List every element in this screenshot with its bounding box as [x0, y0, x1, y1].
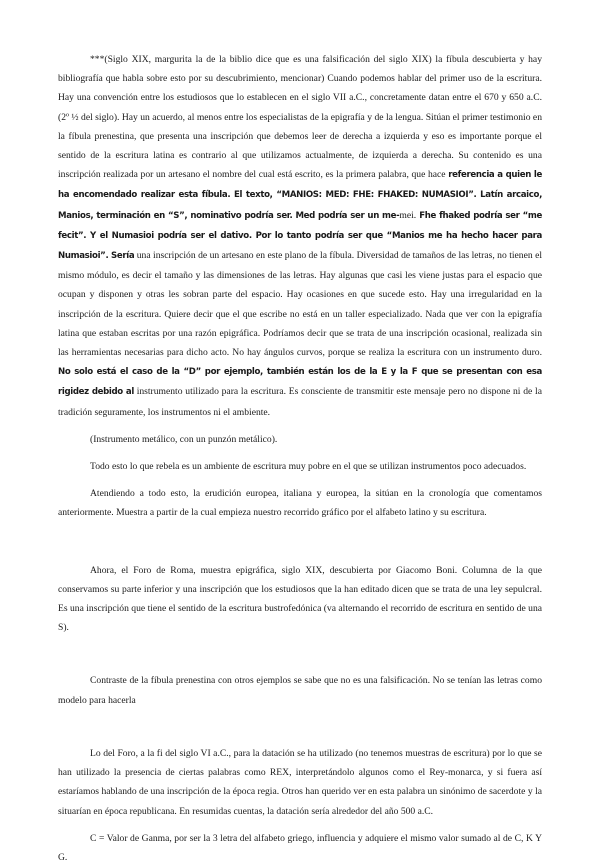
letters-text-bold: No solo está el caso de la “D” por ejemplo, también están los de la E y la F que se presentan con esa rigidez debido al — [58, 367, 542, 398]
paragraph-foro-roma: Ahora, el Foro de Roma, muestra epigráfica, siglo XIX, descubierta por Giacomo Boni. Columna de la que conservamos su parte inferior y una inscripción que los estudiosos que la han editado dicen que se trata de una ley sepulcral. Es una inscripción que tiene el sentido de la escritura bustrofedónica (va alternando el recorrido de escritura en sentido de una S). — [58, 564, 542, 634]
paragraph-text: ***(Siglo XIX, margurita la de la biblio dice que es una falsificación del siglo XIX) la fíbula descubierta y hay bibliografía que habla sobre esto por su descubrimiento, mencionar) Cuando podemos hablar del primer uso de la escritura. Hay una convención entre los estudiosos que lo establecen en el siglo VII a.C., concretamente datan entre el 670 y 650 a.C. (2º ½ del siglo). Hay un acuerdo, al menos entre los especialistas de la epigrafía y de la lengua. Sitúan el primer testimonio en la fíbula prenestina, que presenta una inscripción que debemos leer de derecha a izquierda y eso es importante porque el sentido de la escritura latina es contrario al que utilizamos actualmente, de izquierda a derecha. Su contenido es una inscripción realizada por un artesano el nombre del cual está escrito, es la primera palabra, que hace — [58, 54, 542, 181]
paragraph-text: una inscripción de un artesano en este plano de la fíbula. Diversidad de tamaños de las letras, no tienen el mismo módulo, es decir el tamaño y las dimensiones de las letras. Hay algunas que casi les viene justas para el espacio que ocupan y disponen y otras les sobran parte del espacio. Hay ocasiones en que sucede esto. Hay una irregularidad en la inscripción de la escritura. Quiere decir que el que escribe no está en un taller especializado. Nada que ver con la epigrafía latina que estaban escritas por una razón epigráfica. Podríamos decir que se trata de una inscripción ocasional, realizada sin las herramientas necesarias para dicho acto. No hay ángulos curvos, porque se realiza la escritura con un instrumento duro. — [58, 250, 542, 359]
paragraph-contraste: Contraste de la fíbula prenestina con otros ejemplos se sabe que no es una falsificación. No se tenían las letras como modelo para hacerla — [58, 675, 542, 706]
inscription-text-bold: Fhe fhaked podría ser “me fecit”. Y el Numasioi podría ser el dativo. Por lo tanto podría ser que “Manios me ha hecho hacer para Numasioi”. Sería — [58, 210, 542, 262]
paragraph-erudicion: Atendiendo a todo esto, la erudición europea, italiana y europea, la sitúan en la cronología que comentamos anteriormente. Muestra a partir de la cual empieza nuestro recorrido gráfico por el alfabeto latino y su escritura. — [58, 488, 542, 519]
paragraph-fibula-intro — [58, 50, 542, 422]
paragraph-text: mei. — [399, 209, 417, 221]
document-page — [58, 50, 542, 867]
paragraph-instrument: (Instrumento metálico, con un punzón metálico). — [90, 433, 278, 445]
paragraph-ambiente: Todo esto lo que rebela es un ambiente de escritura muy pobre en el que se utilizan instrumentos poco adecuados. — [90, 461, 527, 473]
inscription-text-bold: referencia a quien le ha encomendado realizar esta fíbula. El texto, “MANIOS: MED: FHE: FHAKED: NUMASIOI”. Latín arcaico, Manios, terminación en “S”, nominativo podría ser. Med podría ser un me- — [58, 170, 542, 221]
paragraph-datacion-foro: Lo del Foro, a la fi del siglo VI a.C., para la datación se ha utilizado (no tenemos muestras de escritura) por lo que se han utilizado la presencia de ciertas palabras como REX, interpretándolo algunos como el Rey-monarca, y si fuera así estaríamos hablando de una inscripción de la época regia. Otros han querido ver en esta palabra un sinónimo de sacerdote y la situarían en época republicana. En resumidas cuentas, la datación sería alrededor del año 500 a.C. — [58, 747, 542, 817]
paragraph-letra-c: C = Valor de Ganma, por ser la 3 letra del alfabeto griego, influencia y adquiere el mismo valor sumado al de C, K Y G. — [58, 832, 542, 863]
paragraph-text: instrumento utilizado para la escritura. Es consciente de transmitir este mensaje pero no dispone ni de la tradición seguramente, los instrumentos ni el ambiente. — [58, 386, 542, 418]
